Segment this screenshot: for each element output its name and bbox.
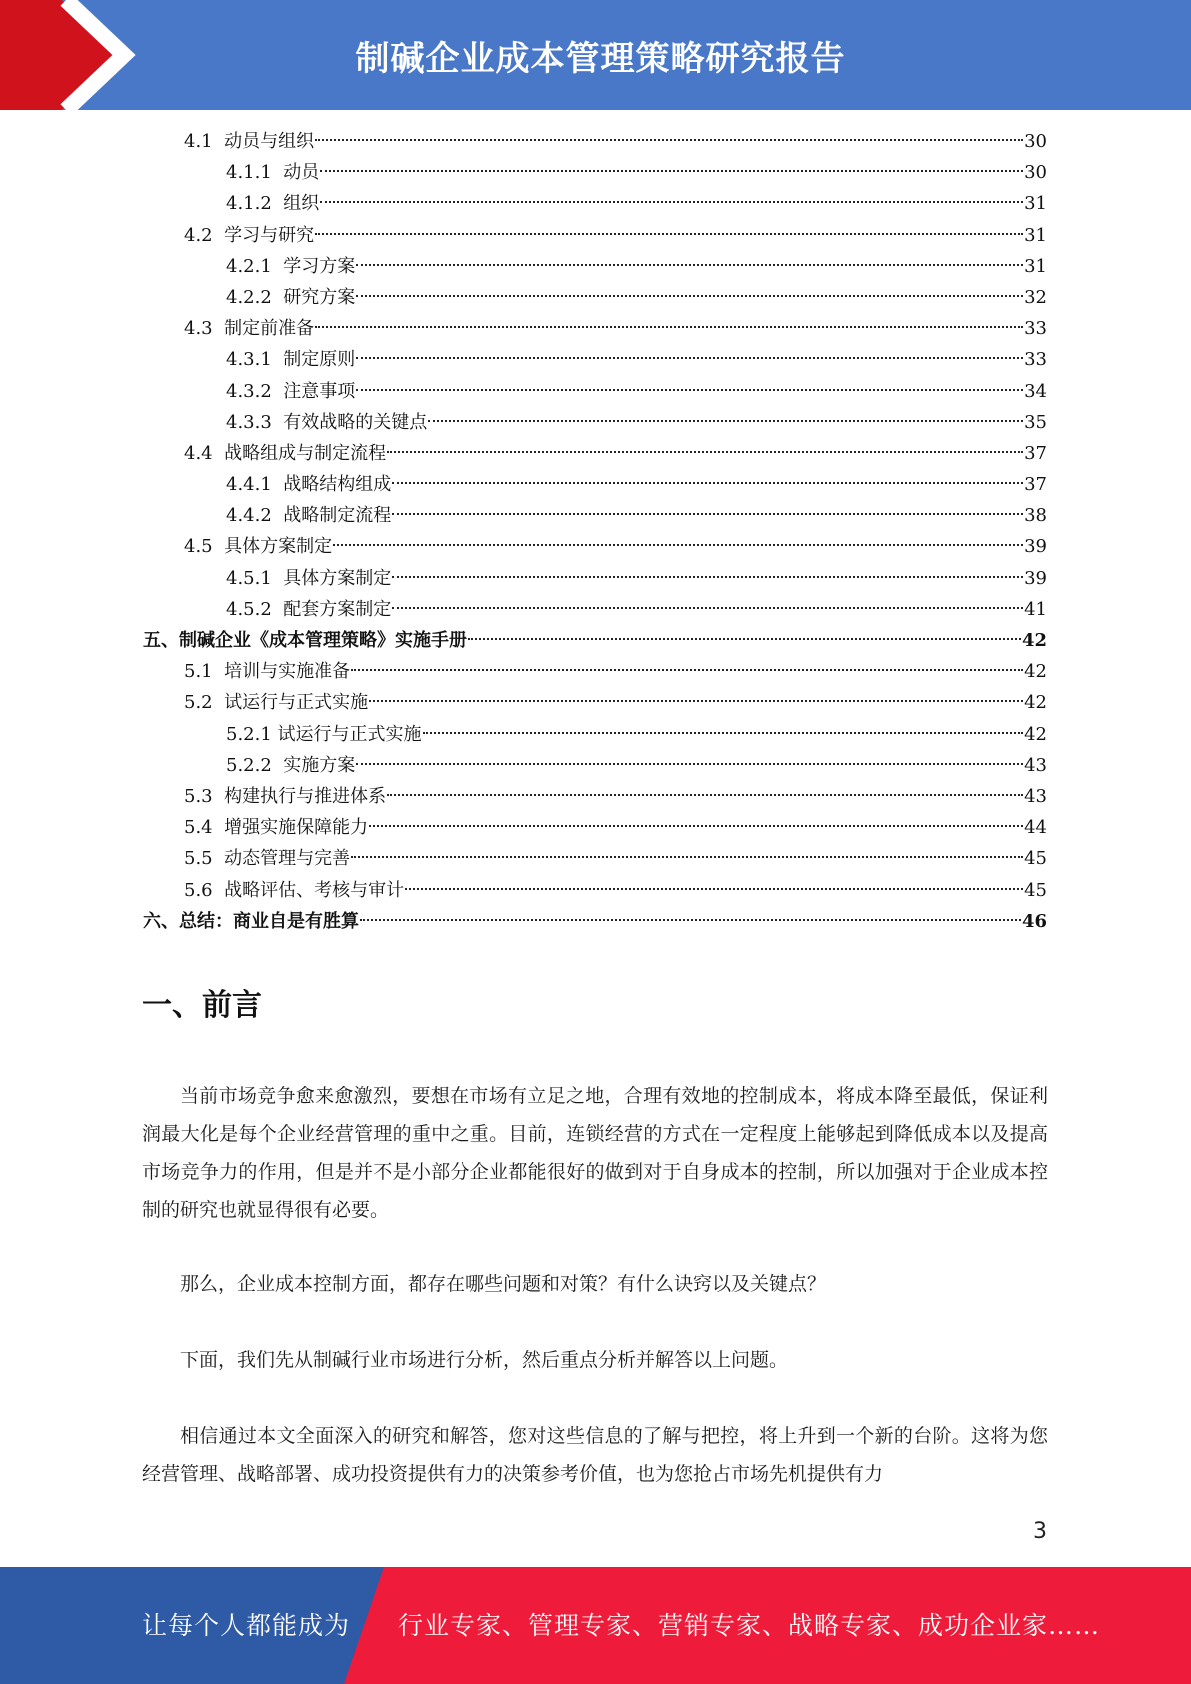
toc-entry-title: 注意事项 — [283, 380, 356, 402]
toc-dot-leader — [320, 170, 1023, 172]
toc-entry-page: 39 — [1024, 536, 1047, 558]
toc-entry-page: 45 — [1024, 848, 1047, 870]
toc-entry-line — [226, 157, 1047, 188]
toc-entry-line — [226, 750, 1047, 781]
toc-entry-number: 4.1 — [184, 131, 225, 152]
toc-dot-leader — [351, 669, 1023, 671]
toc-entry-title: 实施方案 — [283, 754, 356, 776]
toc-entry-title: 战略组成与制定流程 — [224, 442, 387, 464]
document-title: 制碱企业成本管理策略研究报告 — [355, 38, 846, 79]
page-header — [0, 0, 1191, 110]
toc-entry-line — [226, 188, 1047, 219]
toc-entry[interactable] — [0, 500, 1191, 531]
toc-entry-title: 学习与研究 — [224, 224, 315, 246]
toc-entry-line — [226, 563, 1047, 594]
toc-dot-leader — [356, 357, 1023, 359]
toc-dot-leader — [428, 420, 1023, 422]
toc-dot-leader — [320, 201, 1023, 203]
toc-entry[interactable] — [0, 625, 1191, 656]
table-of-contents — [0, 126, 1191, 937]
toc-entry[interactable] — [0, 781, 1191, 812]
toc-entry[interactable] — [0, 251, 1191, 282]
toc-entry-number: 五、 — [143, 630, 179, 651]
toc-entry-line — [226, 407, 1047, 438]
toc-entry-page: 34 — [1024, 380, 1047, 402]
toc-entry[interactable] — [0, 750, 1191, 781]
toc-dot-leader — [468, 638, 1021, 640]
toc-dot-leader — [392, 607, 1023, 609]
toc-entry-title: 制定前准备 — [224, 318, 315, 340]
toc-entry-number: 4.4 — [184, 442, 225, 464]
footer-slogan-right: 行业专家、管理专家、营销专家、战略专家、成功企业家…… — [398, 1611, 1101, 1640]
toc-entry[interactable] — [0, 563, 1191, 594]
toc-entry-page: 42 — [1024, 661, 1047, 683]
toc-entry-line — [226, 719, 1047, 750]
toc-entry[interactable] — [0, 344, 1191, 375]
toc-entry-number: 5.6 — [184, 879, 225, 901]
toc-entry[interactable] — [0, 594, 1191, 625]
body-paragraph: 当前市场竞争愈来愈激烈，要想在市场有立足之地，合理有效地的控制成本，将成本降至最低，保证利润最大化是每个企业经营管理的重中之重。目前，连锁经营的方式在一定程度上能够起到降低成本以及提高市场竞争力的作用，但是并不是小部分企业都能很好的做到对于自身成本的控制，所以加强对于企业成本控制的研究也就显得很有必要。 — [142, 1085, 1048, 1221]
toc-dot-leader — [423, 732, 1024, 734]
toc-entry-number: 5.3 — [184, 785, 225, 807]
body-paragraph: 那么，企业成本控制方面，都存在哪些问题和对策？有什么诀窍以及关键点？ — [180, 1273, 827, 1295]
toc-entry-title: 制碱企业《成本管理策略》实施手册 — [179, 630, 467, 651]
toc-entry[interactable] — [0, 469, 1191, 500]
toc-entry-page: 35 — [1024, 411, 1047, 433]
body-paragraph: 下面，我们先从制碱行业市场进行分析，然后重点分析并解答以上问题。 — [180, 1349, 789, 1371]
toc-entry-page: 44 — [1024, 817, 1047, 839]
toc-entry-page: 30 — [1024, 131, 1047, 152]
toc-entry-title: 试运行与正式实施 — [277, 723, 422, 745]
toc-dot-leader — [315, 139, 1023, 141]
toc-entry-number: 4.2.1 — [226, 255, 284, 277]
toc-entry-page: 33 — [1024, 349, 1047, 371]
toc-entry-page: 30 — [1024, 162, 1047, 184]
toc-entry-line — [226, 500, 1047, 531]
toc-entry-number: 4.1.1 — [226, 162, 284, 184]
toc-entry-title: 有效战略的关键点 — [283, 411, 428, 433]
toc-entry-line — [184, 812, 1047, 843]
toc-entry-line — [184, 656, 1047, 687]
toc-entry[interactable] — [0, 220, 1191, 251]
toc-entry-line — [184, 875, 1047, 906]
toc-entry-title: 战略评估、考核与审计 — [224, 879, 405, 901]
toc-entry-page: 42 — [1021, 630, 1047, 651]
toc-dot-leader — [356, 295, 1023, 297]
toc-entry[interactable] — [0, 282, 1191, 313]
toc-entry-line — [226, 344, 1047, 375]
toc-entry-title: 构建执行与推进体系 — [224, 785, 387, 807]
toc-entry-line — [184, 126, 1047, 157]
toc-entry-number: 4.4.1 — [226, 474, 284, 496]
toc-entry-number: 4.5.2 — [226, 598, 284, 620]
toc-entry-title: 制定原则 — [283, 349, 356, 371]
toc-dot-leader — [387, 451, 1023, 453]
toc-entry[interactable] — [0, 438, 1191, 469]
toc-entry-number: 5.1 — [184, 661, 225, 683]
toc-entry[interactable] — [0, 188, 1191, 219]
toc-entry-title: 培训与实施准备 — [224, 661, 351, 683]
toc-entry-line — [184, 531, 1047, 562]
toc-entry-title: 配套方案制定 — [283, 598, 392, 620]
toc-entry-number: 4.2 — [184, 224, 225, 246]
toc-entry-number: 4.3.3 — [226, 411, 284, 433]
toc-entry-page: 43 — [1024, 785, 1047, 807]
toc-entry-number: 5.4 — [184, 817, 225, 839]
toc-entry-line — [184, 781, 1047, 812]
toc-entry-title: 战略结构组成 — [283, 474, 392, 496]
toc-dot-leader — [369, 825, 1023, 827]
toc-entry-number: 4.3.2 — [226, 380, 284, 402]
toc-entry-title: 总结：商业自是有胜算 — [179, 910, 359, 932]
toc-entry-line — [184, 438, 1047, 469]
toc-dot-leader — [392, 576, 1023, 578]
toc-entry-page: 41 — [1024, 598, 1047, 620]
toc-entry[interactable] — [0, 157, 1191, 188]
toc-dot-leader — [356, 389, 1023, 391]
toc-entry-title: 动态管理与完善 — [224, 848, 351, 870]
toc-entry-line — [226, 469, 1047, 500]
toc-entry-title: 增强实施保障能力 — [224, 817, 369, 839]
toc-dot-leader — [360, 919, 1021, 921]
toc-entry[interactable] — [0, 376, 1191, 407]
toc-entry-number: 4.5 — [184, 536, 225, 558]
toc-entry-page: 42 — [1024, 723, 1047, 745]
toc-entry-number: 六、 — [143, 910, 179, 932]
toc-entry-page: 31 — [1024, 255, 1047, 277]
toc-dot-leader — [356, 264, 1023, 266]
toc-entry-title: 具体方案制定 — [283, 567, 392, 589]
toc-entry-number: 5.2.2 — [226, 754, 284, 776]
toc-entry-title: 具体方案制定 — [224, 536, 333, 558]
toc-entry-number: 5.2.1 — [226, 723, 278, 745]
body-paragraph: 相信通过本文全面深入的研究和解答，您对这些信息的了解与把控，将上升到一个新的台阶。这将为您经营管理、战略部署、成功投资提供有力的决策参考价值，也为您抢占市场先机提供有力 — [142, 1425, 1048, 1485]
toc-dot-leader — [356, 763, 1023, 765]
toc-entry-line — [226, 282, 1047, 313]
toc-entry-page: 37 — [1024, 442, 1047, 464]
toc-entry-line — [184, 313, 1047, 344]
toc-entry-number: 5.2 — [184, 692, 225, 714]
toc-dot-leader — [333, 544, 1023, 546]
toc-entry-title: 战略制定流程 — [283, 505, 392, 527]
toc-entry-page: 38 — [1024, 505, 1047, 527]
toc-entry-title: 动员 — [283, 162, 320, 184]
toc-dot-leader — [392, 482, 1023, 484]
page-footer — [0, 1567, 1191, 1684]
toc-entry[interactable] — [0, 906, 1191, 937]
toc-entry-page: 37 — [1024, 474, 1047, 496]
toc-dot-leader — [405, 888, 1023, 890]
toc-dot-leader — [369, 700, 1023, 702]
toc-entry-number: 4.5.1 — [226, 567, 284, 589]
toc-entry-title: 研究方案 — [283, 286, 356, 308]
toc-entry-title: 组织 — [283, 193, 320, 215]
toc-entry-line — [226, 594, 1047, 625]
toc-entry-page: 31 — [1024, 224, 1047, 246]
toc-entry[interactable] — [0, 531, 1191, 562]
toc-entry[interactable] — [0, 656, 1191, 687]
toc-entry-number: 4.2.2 — [226, 286, 284, 308]
toc-entry-line — [226, 251, 1047, 282]
toc-entry[interactable] — [0, 313, 1191, 344]
toc-entry[interactable] — [0, 126, 1191, 157]
toc-dot-leader — [387, 794, 1023, 796]
toc-entry-line — [184, 687, 1047, 718]
section-heading: 一、前言 — [142, 988, 262, 1023]
toc-entry-line — [226, 376, 1047, 407]
toc-entry-line — [184, 843, 1047, 874]
toc-dot-leader — [315, 326, 1023, 328]
toc-entry-page: 43 — [1024, 754, 1047, 776]
toc-entry-number: 4.1.2 — [226, 193, 284, 215]
toc-entry[interactable] — [0, 875, 1191, 906]
toc-entry-page: 33 — [1024, 318, 1047, 340]
toc-entry-page: 42 — [1024, 692, 1047, 714]
toc-entry-page: 45 — [1024, 879, 1047, 901]
toc-entry-number: 4.4.2 — [226, 505, 284, 527]
toc-entry-title: 动员与组织 — [224, 131, 315, 152]
toc-entry-page: 46 — [1021, 910, 1047, 932]
toc-dot-leader — [315, 233, 1023, 235]
toc-dot-leader — [392, 513, 1023, 515]
toc-entry[interactable] — [0, 407, 1191, 438]
toc-entry[interactable] — [0, 812, 1191, 843]
toc-dot-leader — [351, 856, 1023, 858]
toc-entry-page: 39 — [1024, 567, 1047, 589]
toc-entry[interactable] — [0, 843, 1191, 874]
toc-entry-line — [184, 220, 1047, 251]
toc-entry-number: 4.3 — [184, 318, 225, 340]
toc-entry[interactable] — [0, 687, 1191, 718]
toc-entry[interactable] — [0, 719, 1191, 750]
toc-entry-number: 5.5 — [184, 848, 225, 870]
page-number: 3 — [1033, 1519, 1047, 1544]
toc-entry-line — [143, 625, 1047, 656]
toc-entry-title: 试运行与正式实施 — [224, 692, 369, 714]
toc-entry-title: 学习方案 — [283, 255, 356, 277]
toc-entry-number: 4.3.1 — [226, 349, 284, 371]
toc-entry-page: 31 — [1024, 193, 1047, 215]
footer-slogan-left: 让每个人都能成为 — [142, 1611, 351, 1640]
toc-entry-line — [143, 906, 1047, 937]
toc-entry-page: 32 — [1024, 286, 1047, 308]
